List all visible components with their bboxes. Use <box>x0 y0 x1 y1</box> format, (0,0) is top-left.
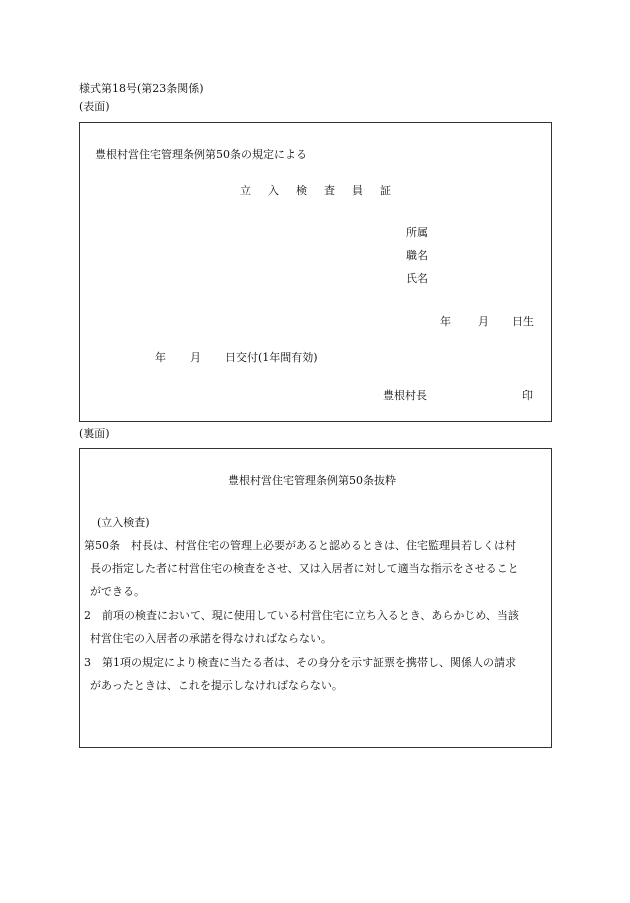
paragraph-2-line: 村営住宅の入居者の承諾を得なければならない。 <box>90 632 332 645</box>
title-char: 立 <box>240 184 251 197</box>
paragraph-2-line: 2 前項の検査において、現に使用している村営住宅に立ち入るとき、あらかじめ、当該 <box>84 609 519 622</box>
back-card <box>79 448 552 748</box>
back-title: 豊根村営住宅管理条例第50条抜粋 <box>228 474 396 487</box>
article-50-line: 第50条 村長は、村営住宅の管理上必要があると認めるときは、住宅監理員若しくは村 <box>84 539 516 552</box>
article-50-line: 長の指定した者に村営住宅の検査をさせ、又は入居者に対して適当な指示をさせること <box>90 562 519 575</box>
paragraph-3-line: 3 第1項の規定により検査に当たる者は、その身分を示す証票を携帯し、関係人の請求 <box>84 656 516 669</box>
name-label: 氏名 <box>406 272 428 285</box>
paragraph-3-line: があったときは、これを提示しなければならない。 <box>90 679 343 692</box>
issuer: 豊根村長 <box>383 389 427 402</box>
birth-day: 日生 <box>512 315 534 328</box>
title-char: 証 <box>380 184 391 197</box>
front-card <box>79 122 552 422</box>
title-char: 検 <box>296 184 307 197</box>
issue-year: 年 <box>155 351 166 364</box>
title-char: 査 <box>324 184 335 197</box>
article-heading: (立入検査) <box>97 516 150 529</box>
title-char: 員 <box>352 184 363 197</box>
back-label: (裏面) <box>79 427 110 440</box>
issue-month: 月 <box>190 351 201 364</box>
issue-text: 日交付(1年間有効) <box>225 351 318 364</box>
title-char: 入 <box>268 184 279 197</box>
affiliation-label: 所属 <box>406 226 428 239</box>
article-50-line: ができる。 <box>90 585 145 598</box>
front-label: (表面) <box>79 100 110 113</box>
birth-year: 年 <box>440 315 451 328</box>
front-preamble: 豊根村営住宅管理条例第50条の規定による <box>95 148 307 161</box>
position-label: 職名 <box>406 249 428 262</box>
form-number: 様式第18号(第23条関係) <box>79 82 204 95</box>
birth-month: 月 <box>478 315 489 328</box>
seal-mark: 印 <box>522 389 533 402</box>
